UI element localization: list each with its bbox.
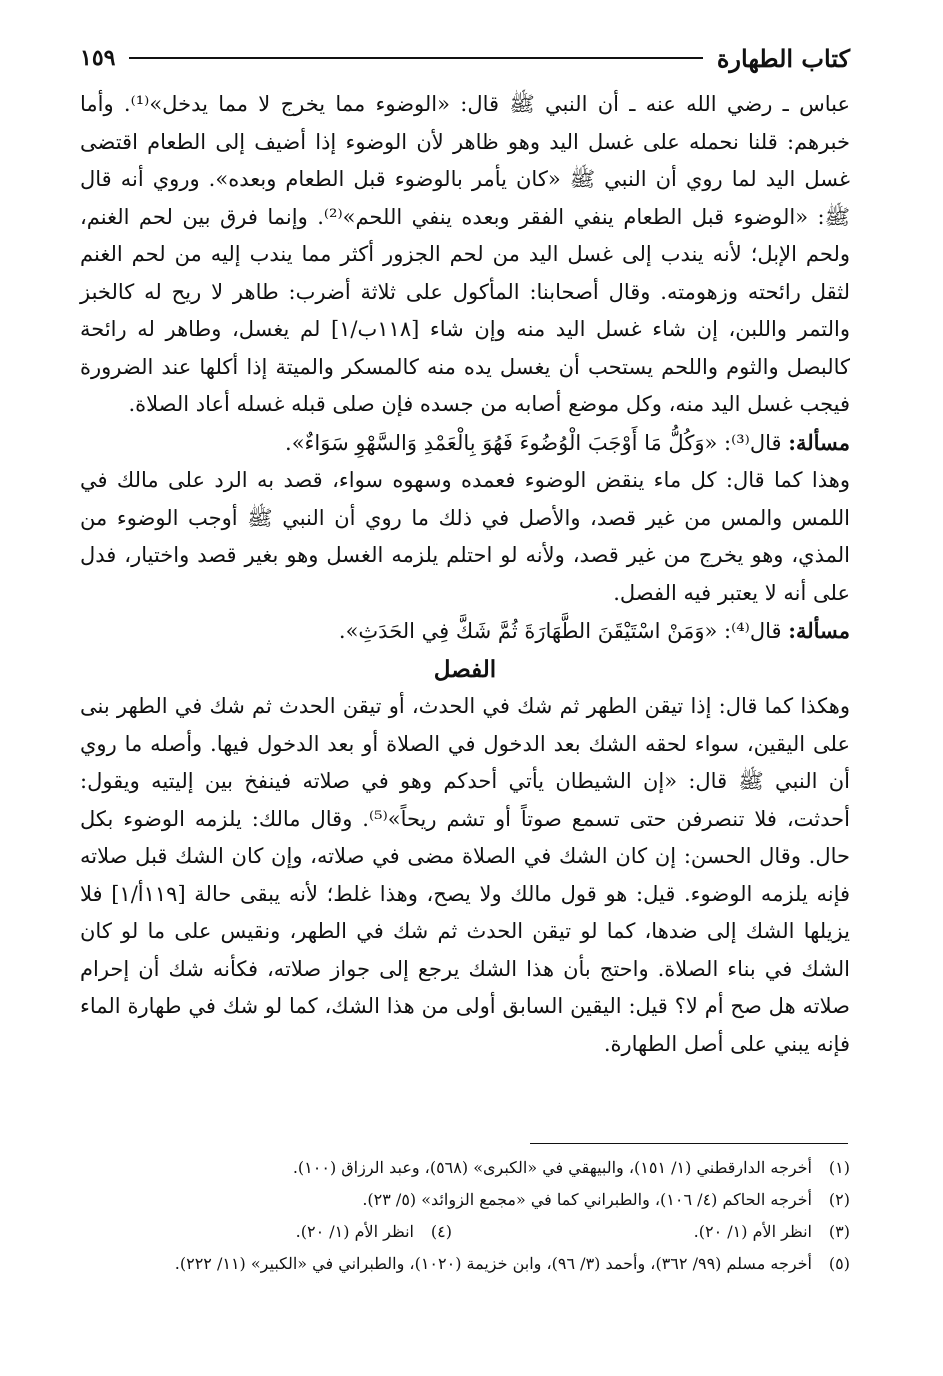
header-rule xyxy=(129,57,702,59)
page-header xyxy=(80,38,850,78)
footnote-rule xyxy=(530,1143,848,1144)
paragraph-2: وهذا كما قال: كل ماء ينقض الوضوء فعمده وسهوه سواء، قصد به الرد على مالك في اللمس والمس من غير قصد، والأصل في ذلك ما روي أن النبي ﷺ أوجب الوضوء من المذي، وهو يخرج من غير قصد، ولأنه لو احتلم يلزمه الغسل وهو بغير قصد واختيار، فدل على أنه لا يعتبر فيه الفصل. xyxy=(80,468,850,605)
issue-2 xyxy=(80,612,850,651)
issue-1-text: قال⁽³⁾: «وَكُلُّ مَا أَوْجَبَ الْوُضُوءَ فَهُوَ بِالْعَمْدِ وَالسَّهْوِ سَوَاءٌ». xyxy=(285,430,782,455)
footnote-3-4 xyxy=(80,1216,850,1248)
footnote-2-number: (٢) xyxy=(828,1190,850,1209)
footnote-3-number: (٣) xyxy=(828,1222,850,1241)
issue-1 xyxy=(80,424,850,463)
footnote-2 xyxy=(80,1184,850,1216)
running-title: كتاب الطهارة xyxy=(716,43,850,73)
footnote-1-number: (١) xyxy=(828,1158,850,1177)
paragraph-1: عباس ـ رضي الله عنه ـ أن النبي ﷺ قال: «الوضوء مما يخرج لا مما يدخل»⁽¹⁾. وأما خبرهم: قلنا نحمله على غسل اليد وهو ظاهر لأن الوضوء إذا أضيف إلى الطعام اقتضى غسل اليد لما روي أن النبي ﷺ «كان يأمر بالوضوء قبل الطعام وبعده». وروي أنه قال ﷺ: «الوضوء قبل الطعام ينفي الفقر وبعده ينفي اللحم»⁽²⁾. وإنما فرق بين لحم الغنم، ولحم الإبل؛ لأنه يندب إلى غسل اليد من لحم الجزور أكثر مما يندب إليه من لحم الغنم لثقل رائحته وزهومته. وقال أصحابنا: المأكول على ثلاثة أضرب: طاهر لا ريح له كالخبز والتمر واللبن، إن شاء غسل اليد منه وإن شاء [١١٨ب/١] لم يغسل، وطاهر له رائحة كالبصل والثوم واللحم يستحب أن يغسل يده منه كالمسكر والميتة إذا أكلها عند الضرورة فيجب غسل اليد منه، وكل موضع أصابه من جسده فإن صلى قبله غسله أعاد الصلاة. xyxy=(80,92,850,416)
footnote-2-text: أخرجه الحاكم (٤/ ١٠٦)، والطبراني كما في «مجمع الزوائد» (٥/ ٢٣). xyxy=(362,1190,812,1209)
footnote-1 xyxy=(80,1152,850,1184)
issue-2-text: قال⁽⁴⁾: «وَمَنْ اسْتَيْقَنَ الطَّهَارَةَ ثُمَّ شَكَّ فِي الحَدَثِ». xyxy=(338,619,782,643)
section-heading: الفصل xyxy=(433,655,497,683)
footnote-4-number: (٤) xyxy=(430,1222,452,1241)
issue-2-label: مسألة: xyxy=(788,618,850,643)
footnote-5-text: أخرجه مسلم (٩٩/ ٣٦٢)، وأحمد (٣/ ٩٦)، وابن خزيمة (١٠٢٠)، والطبراني في «الكبير» (١١/ ٢٢٢). xyxy=(174,1254,812,1273)
footnotes xyxy=(80,1152,850,1280)
footnote-5 xyxy=(80,1248,850,1280)
page-number: ١٥٩ xyxy=(80,45,116,71)
paragraph-3: وهكذا كما قال: إذا تيقن الطهر ثم شك في الحدث، أو تيقن الحدث ثم شك في الطهر بنى على اليقين، سواء لحقه الشك بعد الدخول في الصلاة أو بعد الدخول فيها. وأصله ما روي أن النبي ﷺ قال: «إن الشيطان يأتي أحدكم وهو في صلاته فينفخ بين إليتيه ويقول: أحدثت، فلا تنصرفن حتى تسمع صوتاً أو تشم ريحاً»⁽⁵⁾. وقال مالك: يلزمه الوضوء بكل حال. وقال الحسن: إن كان الشك في الصلاة مضى في صلاته، وإن كان الشك قبل صلاته فإنه يلزمه الوضوء. قيل: هو قول مالك ولا يصح، وهذا غلط؛ لأنه يبقى حالة [١١٩أ/١] فلا يزيلها الشك إلى ضدها، كما لو تيقن الحدث ثم شك في الطهر، ونقيس على ما لو كان الشك في بناء الصلاة. واحتج بأن هذا الشك يرجع إلى جواز صلاته، فكأنه شك أن إحرام صلاته هل صح أم لا؟ قيل: اليقين السابق أولى من هذا الشك، كما لو شك في طهارة الماء فإنه يبني على أصل الطهارة. xyxy=(80,694,851,1056)
footnote-3-text: انظر الأم (١/ ٢٠). xyxy=(693,1222,812,1241)
footnote-5-number: (٥) xyxy=(828,1254,850,1273)
footnote-4-text: انظر الأم (١/ ٢٠). xyxy=(295,1222,414,1241)
footnote-1-text: أخرجه الدارقطني (١/ ١٥١)، والبيهقي في «الكبرى» (٥٦٨)، وعبد الرزاق (١٠٠). xyxy=(292,1158,812,1177)
issue-1-label: مسألة: xyxy=(788,429,850,455)
main-text xyxy=(80,86,850,1063)
